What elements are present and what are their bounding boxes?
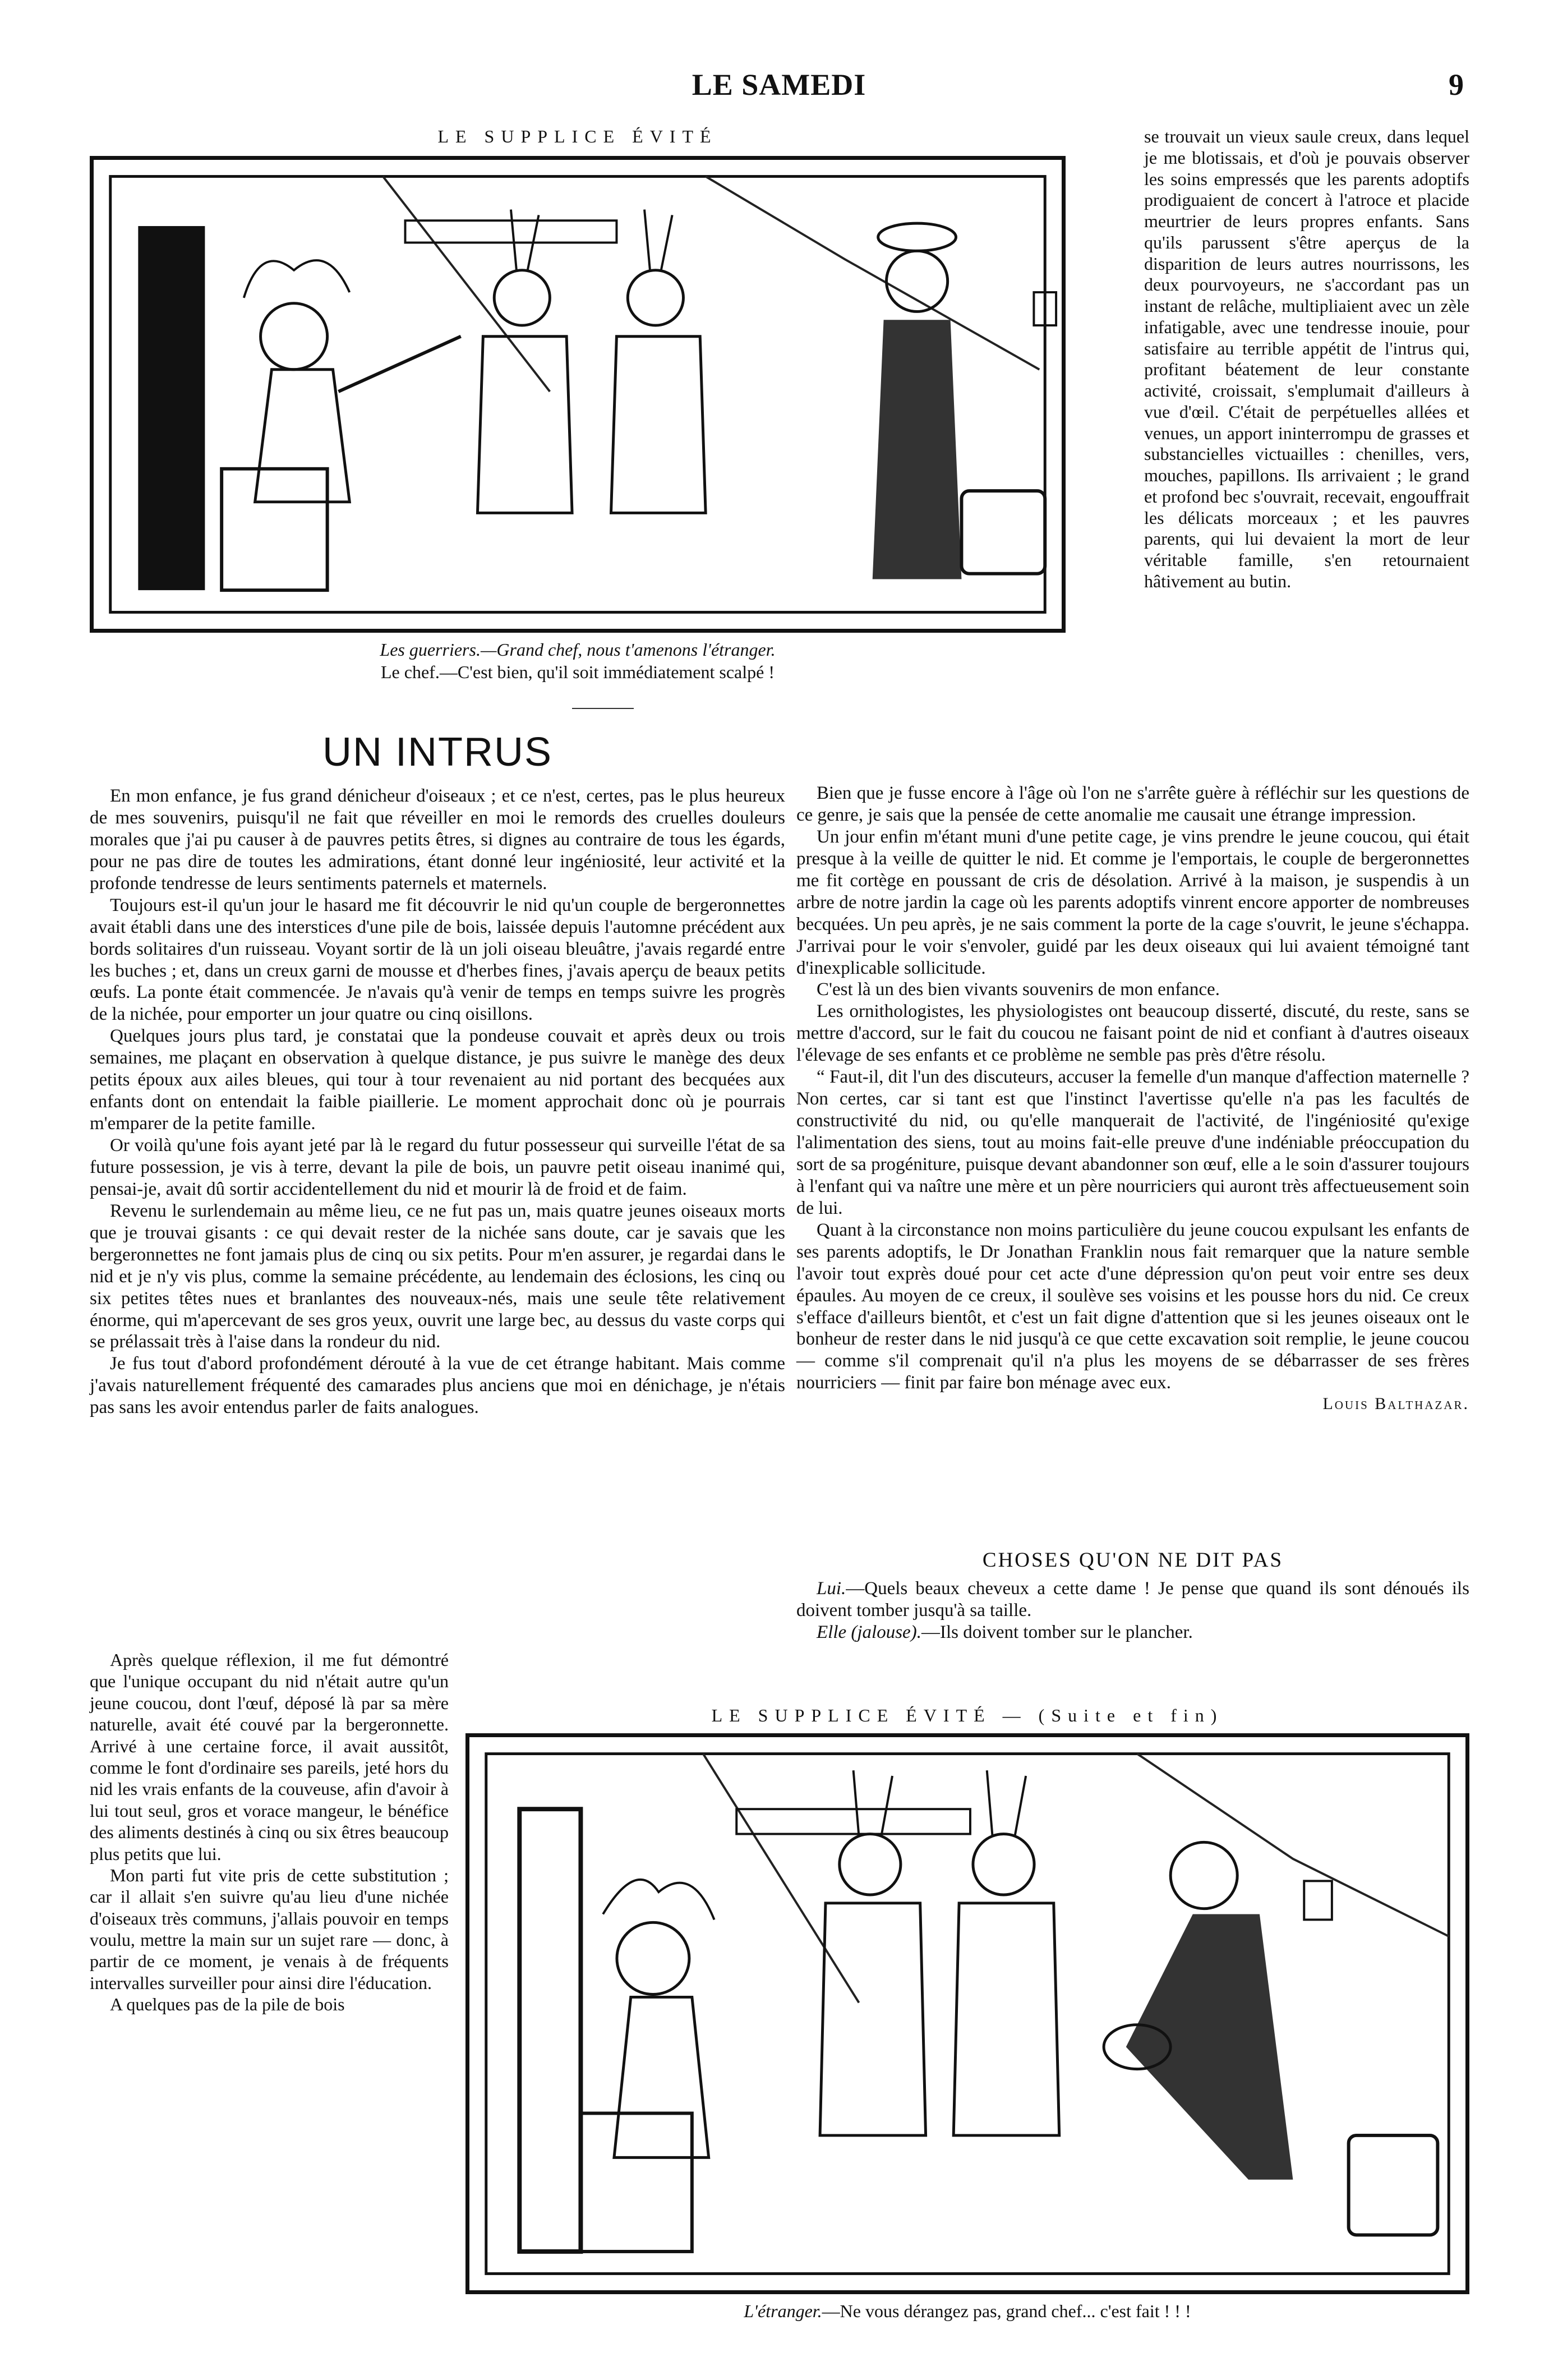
choses-line-2: —Ils doivent tomber sur le plancher.: [921, 1622, 1193, 1642]
cartoon-bottom-caption-text: —Ne vous dérangez pas, grand chef... c'est fait ! ! !: [822, 2301, 1191, 2321]
paragraph: Je fus tout d'abord profondément dérouté à la vue de cet étrange habitant. Mais comme j'avais naturellement fréquenté des camarades plus anciens que moi en dénichage, je n'étais pas sans les avoir entendus parler de faits analogues.: [90, 1354, 785, 1418]
article-signature: Louis Balthazar.: [1322, 1394, 1469, 1414]
cartoon-top-illustration: [90, 156, 1066, 633]
choses-section: [796, 1548, 1469, 1644]
running-title: LE SAMEDI: [692, 68, 866, 102]
page-number: 9: [1449, 68, 1464, 102]
article-right-column: [796, 782, 1469, 1414]
choses-title: CHOSES QU'ON NE DIT PAS: [982, 1549, 1284, 1572]
cartoon-bottom-speaker: L'étranger.: [744, 2301, 822, 2321]
choses-speaker-2: Elle (jalouse).: [817, 1622, 921, 1642]
choses-body: [796, 1578, 1469, 1644]
paragraph: Or voilà qu'une fois ayant jeté par là le regard du futur possesseur qui surveille l'état de sa future possession, je vis à terre, devant la pile de bois, un pauvre petit oiseau inanimé qui, pensai-je, avait dû sortir accidentellement du nid et mourir là de froid et de faim.: [90, 1135, 785, 1199]
article-narrow-column: [90, 1649, 449, 2015]
paragraph: se trouvait un vieux saule creux, dans lequel je me blotissais, et d'où je pouvais observer les soins empressés que les parents adoptifs prodiguaient de concert à l'atroce et placide meurtrier de leurs propres enfants. Sans qu'ils parussent s'être aperçus de la disparition de leurs autres nourrissons, les deux pourvoyeurs, ne s'accordant pas un instant de relâche, multipliaient avec un zèle infatigable, avec une tendresse inouie, pour satisfaire au terrible appétit de l'intrus qui, profitant béatement de leur constante activité, croissait, s'emplumait d'ailleurs à vue d'œil. C'était de perpétuelles allées et venues, un apport ininterrompu de grasses et substancielles victuailles : chenilles, vers, mouches, papillons. Ils arrivaient ; le grand et profond bec s'ouvrait, recevait, engouffrait les délicats morceaux ; et les pauvres parents, qui lui devaient la mort de leur véritable famille, s'en retournaient hâtivement au butin.: [1144, 126, 1469, 591]
paragraph: Après quelque réflexion, il me fut démontré que l'unique occupant du nid n'était autre qu'un jeune coucou, dont l'œuf, déposé là par sa mère naturelle, avait été couvé par la bergeronnette. Arrivé à une certaine force, il avait aussitôt, comme le font d'ordinaire ses pareils, jeté hors du nid les vrais enfants de la couveuse, afin d'avoir à lui tout seul, gros et vorace mangeur, le bénéfice des aliments destinés à cinq ou six êtres beaucoup plus petits que lui.: [90, 1650, 449, 1864]
paragraph: C'est là un des bien vivants souvenirs de mon enfance.: [817, 979, 1220, 1000]
paragraph: Bien que je fusse encore à l'âge où l'on ne s'arrête guère à réfléchir sur les questions de ce genre, je sais que la pensée de cette anomalie me causait une étrange impression.: [796, 783, 1469, 825]
choses-line-1: —Quels beaux cheveux a cette dame ! Je pense que quand ils sont dénoués ils doivent tomber jusqu'à sa taille.: [796, 1578, 1469, 1621]
paragraph: Quelques jours plus tard, je constatai que la pondeuse couvait et après deux ou trois semaines, me plaçant en observation à quelque distance, je pus suivre le manège des deux petits époux aux ailes bleues, qui tour à tour revenaient au nid portant des becquées aux enfants dont on entendait la faible piaillerie. Le moment approchait donc où je pourrais m'emparer de la petite famille.: [90, 1026, 785, 1134]
cartoon-bottom-title: LE SUPPLICE ÉVITÉ — (Suite et fin): [711, 1705, 1224, 1725]
paragraph: A quelques pas de la pile de bois: [110, 1994, 345, 2015]
article-title: UN INTRUS: [322, 730, 552, 775]
article-left-column: [90, 785, 785, 1419]
paragraph: En mon enfance, je fus grand dénicheur d'oiseaux ; et ce n'est, certes, pas le plus heureux de mes souvenirs, puisqu'il ne fait que réveiller en moi le remords des cruelles douleurs morales que j'ai pu causer à de pauvres petits êtres, si dignes au contraire de tous les égards, pour ne pas dire de toutes les admirations, étant donné leur ingéniosité, leur activité et la profonde tendresse de leurs sentiments paternels et maternels.: [90, 786, 785, 894]
paragraph: Un jour enfin m'étant muni d'une petite cage, je vins prendre le jeune coucou, qui était presque à la veille de quitter le nid. Et comme je l'emportais, le couple de bergeronnettes me fit cortège en poussant de cris de désolation. Arrivé à la maison, je suspendis à un arbre de notre jardin la cage où les parents adoptifs vinrent encore apporter de nombreuses becquées. Un peu après, je ne sais comment la porte de la cage s'ouvrit, le jeune s'échappa. J'arrivai pour le voir s'envoler, guidé par les deux oiseaux qui lui avaient témoigné tant d'inexplicable sollicitude.: [796, 826, 1469, 978]
cartoon-bottom-illustration: [465, 1733, 1469, 2294]
divider: [572, 708, 634, 709]
cartoon-top-title: LE SUPPLICE ÉVITÉ: [437, 126, 718, 146]
paragraph: Mon parti fut vite pris de cette substitution ; car il allait s'en suivre qu'au lieu d'une nichée d'oiseaux très communs, j'allais pouvoir en temps voulu, mettre la main sur un sujet rare — donc, à partir de ce moment, je venais à de fréquents intervalles surveiller pour ainsi dire l'éducation.: [90, 1865, 449, 1993]
cartoon-top-caption: [90, 638, 1066, 683]
cartoon-bottom-drawing: [469, 1737, 1465, 2290]
cartoon-top-caption-line2: Le chef.—C'est bien, qu'il soit immédiatement scalpé !: [381, 662, 775, 682]
paragraph: Les ornithologistes, les physiologistes ont beaucoup disserté, discuté, du reste, sans se mettre d'accord, sur le fait du coucou ne faisant point de nid et confiant à d'autres oiseaux l'élevage de ses enfants et ce problème ne semble pas près d'être résolu.: [796, 1001, 1469, 1066]
paragraph: Toujours est-il qu'un jour le hasard me fit découvrir le nid qu'un couple de bergeronnettes avait établi dans une des interstices d'une pile de bois, laissée depuis l'automne précédent aux bords solitaires d'un ruisseau. Voyant sortir de là un joli oiseau bleuâtre, j'avais regardé entre les buches ; et, dans un creux garni de mousse et d'herbes fines, j'avais aperçu de beaux petits œufs. La ponte était commencée. Je n'avais qu'à venir de temps en temps suivre les progrès de la nichée, pour emporter un jour quatre ou cinq oisillons.: [90, 895, 785, 1025]
article-right-top-column: [1144, 126, 1469, 592]
cartoon-bottom-caption: [465, 2300, 1469, 2322]
choses-speaker-1: Lui.: [817, 1578, 846, 1599]
paragraph: “ Faut-il, dit l'un des discuteurs, accuser la femelle d'un manque d'affection maternelle ? Non certes, car si tant est que l'instinct l'avertisse qu'elle n'a pas les facultés de constructivité du nid, ou qu'elle manquerait de l'activité, de l'ingéniosité qu'exige l'alimentation des siens, tout au moins fait-elle preuve d'une indéniable préoccupation du sort de sa progéniture, puisque devant abandonner son œuf, elle a le soin d'assurer toujours à l'enfant qui va naître une mère et un père nourriciers qui auront très affectueusement soin de lui.: [796, 1067, 1469, 1218]
paragraph: Revenu le surlendemain au même lieu, ce ne fut pas un, mais quatre jeunes oiseaux morts que je trouvai gisants : ce qui devait rester de la nichée sans doute, car je savais que les bergeronnettes ne font jamais plus de cinq ou six petits. Pour m'en assurer, je regardai dans le nid et je n'y vis plus, comme la semaine précédente, au lendemain des éclosions, les cinq ou six petites têtes nues et branlantes des nouveaux-nés, mais une seule tête relativement énorme, qui m'apercevant de ses gros yeux, ouvrit une large bec, au dessus du vaste corps qui se prélassait très à l'aise dans la rondeur du nid.: [90, 1200, 785, 1352]
cartoon-top-drawing: [94, 160, 1062, 629]
cartoon-top-caption-line1: Les guerriers.—Grand chef, nous t'amenons l'étranger.: [380, 639, 776, 660]
paragraph: Quant à la circonstance non moins particulière du jeune coucou expulsant les enfants de ses parents adoptifs, le Dr Jonathan Franklin nous fait remarquer que la nature semble l'avoir tout exprès doué pour cet acte d'une dépression qu'on peut voir entre ses deux épaules. Au moyen de ce creux, il soulève ses voisins et les pousse hors du nid. Ce creux s'efface d'ailleurs bientôt, et c'est un fait digne d'attention que si les jeunes oiseaux ont le bonheur de rester dans le nid jusqu'à ce que cette excavation soit remplie, le jeune coucou — comme s'il comprenait qu'il n'a plus les moyens de se débarrasser de ses frères nourriciers — finit par faire bon ménage avec eux.: [796, 1219, 1469, 1393]
